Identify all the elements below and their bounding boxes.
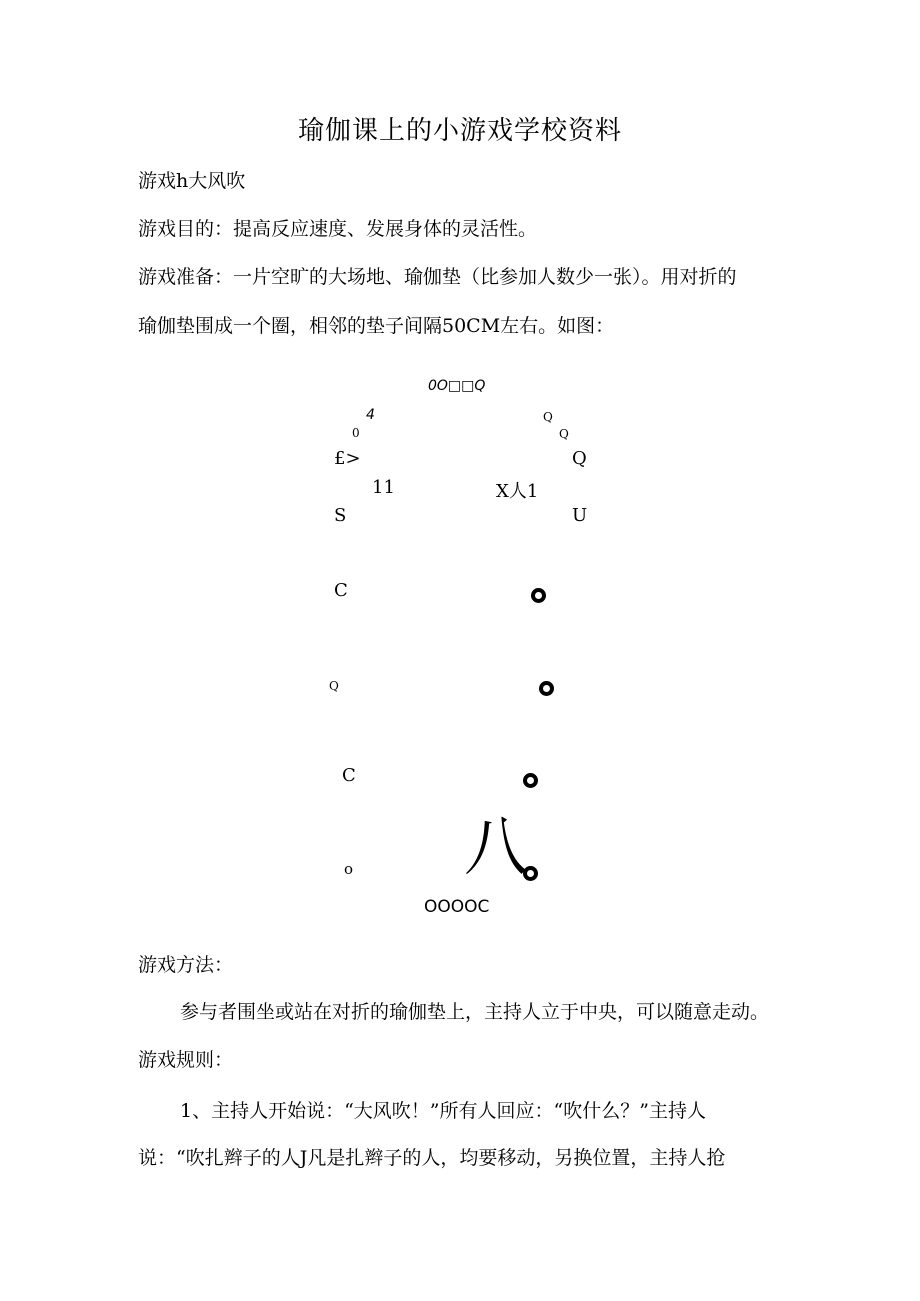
diagram-ba-char: 八	[464, 811, 528, 885]
rule-1-line-1: 1、主持人开始说：“大风吹！”所有人回应：“吹什么？”主持人	[180, 1100, 706, 1122]
diagram-mat-marker-4	[523, 866, 538, 881]
method-text: 参与者围坐或站在对折的瑜伽垫上，主持人立于中央，可以随意走动。	[180, 1001, 770, 1023]
diagram-top-row: 0O□□Q	[428, 378, 486, 394]
diagram-right-q1: Q	[543, 410, 553, 424]
diagram-c-lower: C	[342, 765, 356, 786]
diagram-c-upper: C	[334, 580, 348, 601]
diagram-left-small-o: 0	[352, 426, 360, 440]
game-prep-line-2: 瑜伽垫围成一个圈，相邻的垫子间隔50CM左右。如图：	[138, 315, 615, 337]
diagram-o-small: o	[344, 860, 354, 878]
method-heading: 游戏方法：	[138, 954, 234, 976]
diagram-mat-marker-1	[531, 588, 546, 603]
diagram-right-q2: Q	[559, 427, 569, 441]
game-name: 游戏h大风吹	[138, 170, 246, 192]
diagram-bottom-row: OOOOC	[424, 897, 490, 917]
diagram-right-q-big: Q	[572, 448, 587, 469]
game-prep-line-1: 游戏准备：一片空旷的大场地、瑜伽垫（比参加人数少一张）。用对折的	[138, 266, 737, 288]
diagram-mat-marker-2	[539, 681, 554, 696]
diagram-x-person: X人1	[496, 481, 539, 502]
rule-1-line-2: 说：“吹扎辫子的人J凡是扎辫子的人，均要移动，另换位置，主持人抢	[138, 1147, 726, 1169]
rules-heading: 游戏规则：	[138, 1049, 234, 1071]
diagram-s-letter: S	[334, 505, 347, 526]
game-purpose: 游戏目的：提高反应速度、发展身体的灵活性。	[138, 218, 538, 240]
diagram-left-pound: £>	[334, 448, 361, 469]
diagram-eleven: 11	[372, 477, 395, 498]
diagram-q-left: Q	[329, 679, 339, 693]
diagram-mat-marker-3	[523, 773, 538, 788]
diagram-four: 4	[366, 407, 375, 423]
diagram-u-letter: U	[572, 505, 588, 526]
page-title: 瑜伽课上的小游戏学校资料	[297, 116, 622, 146]
